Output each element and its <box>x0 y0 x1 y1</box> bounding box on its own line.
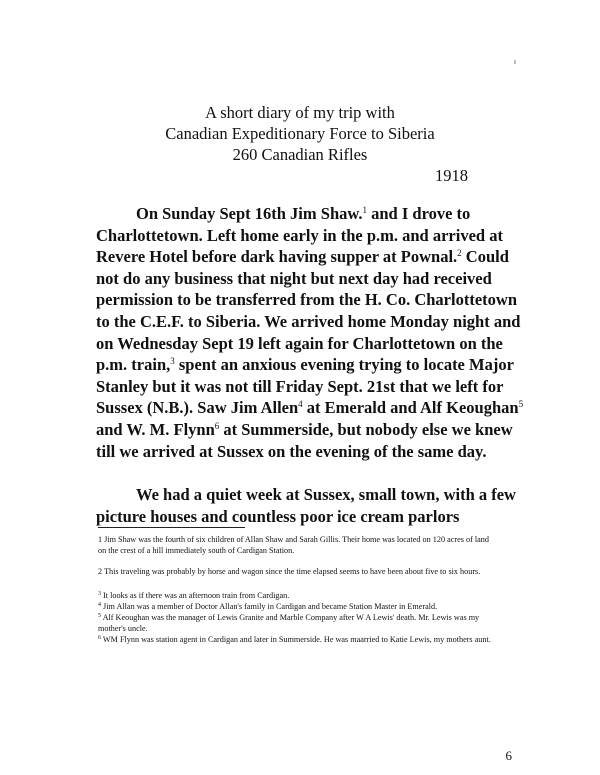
footnote-5-marker: 5 <box>98 613 101 620</box>
footnote-reference: 6 <box>214 420 220 431</box>
diary-paragraph-2: We had a quiet week at Sussex, small town, with a few picture houses and countless poor ice cream parlors <box>96 485 516 526</box>
footnote-3-marker: 3 <box>98 590 101 597</box>
document-title <box>0 102 600 186</box>
footnote-2: 2 This traveling was probably by horse and wagon since the time elapsed seems to have been about five to six hours. <box>98 567 481 577</box>
paragraph-1-text: at Summerside, but nobody else we knew till we arrived at Sussex on the evening of the same day. <box>96 419 513 461</box>
footnote-reference: 2 <box>457 248 462 259</box>
title-line-3: 260 Canadian Rifles <box>232 145 368 164</box>
footnote-4-marker: 4 <box>98 601 101 608</box>
footnote-reference: 4 <box>298 399 303 410</box>
paragraph-1-text: at Emerald and Alf Keoughan <box>302 398 519 418</box>
footnote-4-text: Jim Allan was a member of Doctor Allan's family in Cardigan and became Station Master in Emerald. <box>101 601 438 611</box>
diary-body <box>96 203 528 527</box>
page-number: 6 <box>505 748 512 763</box>
footnote-3-text: It looks as if there was an afternoon train from Cardigan. <box>101 590 290 600</box>
diary-paragraph-1 <box>96 203 528 462</box>
scan-speck <box>514 60 516 64</box>
footnote-5 <box>98 612 498 634</box>
paragraph-1-text: On Sunday Sept 16th Jim Shaw. <box>136 204 363 223</box>
footnote-4 <box>98 601 498 612</box>
footnote-reference: 3 <box>170 356 175 367</box>
title-year: 1918 <box>435 166 468 185</box>
paragraph-1-text: and I drove to Charlottetown. Left home early in the p.m. and arrived at Revere Hotel before dark having supper at Pownal. <box>96 204 503 267</box>
paragraph-1-text: Could not do any business that night but next day had received permission to be transferred from the H. Co. Charlottetown to the C.E.F. to Siberia. We arrived home Monday night and on Wednesday Sept 19 left again for Charlottetown on the p.m. train, <box>96 247 521 375</box>
paragraph-1-text: spent an anxious evening trying to locate Major Stanley but it was not till Friday Sept. 21st that we left for Sussex (N.B.). Saw Jim Allen <box>96 355 514 418</box>
footnote-separator <box>98 527 245 528</box>
footnote-3 <box>98 590 498 601</box>
footnotes <box>98 534 498 646</box>
paragraph-1-text: and W. M. Flynn <box>96 419 215 439</box>
footnote-1: 1 Jim Shaw was the fourth of six children of Allan Shaw and Sarah Gillis. Their home was located on 120 acres of land on the crest of a hill immediately south of Cardigan Station. <box>98 535 489 556</box>
footnote-6-text: WM Flynn was station agent in Cardigan and later in Summerside. He was maarried to Katie Lewis, my mothers aunt. <box>101 635 491 645</box>
title-line-2: Canadian Expeditionary Force to Siberia <box>165 124 435 143</box>
footnote-reference: 1 <box>362 205 367 215</box>
title-line-1: A short diary of my trip with <box>205 103 395 122</box>
footnote-6-marker: 6 <box>98 635 101 642</box>
footnote-reference: 5 <box>518 399 524 410</box>
footnote-6 <box>98 634 498 645</box>
footnote-5-text: Alf Keoughan was the manager of Lewis Granite and Marble Company after W A Lewis' death. Mr. Lewis was my mother's uncle. <box>98 613 480 634</box>
